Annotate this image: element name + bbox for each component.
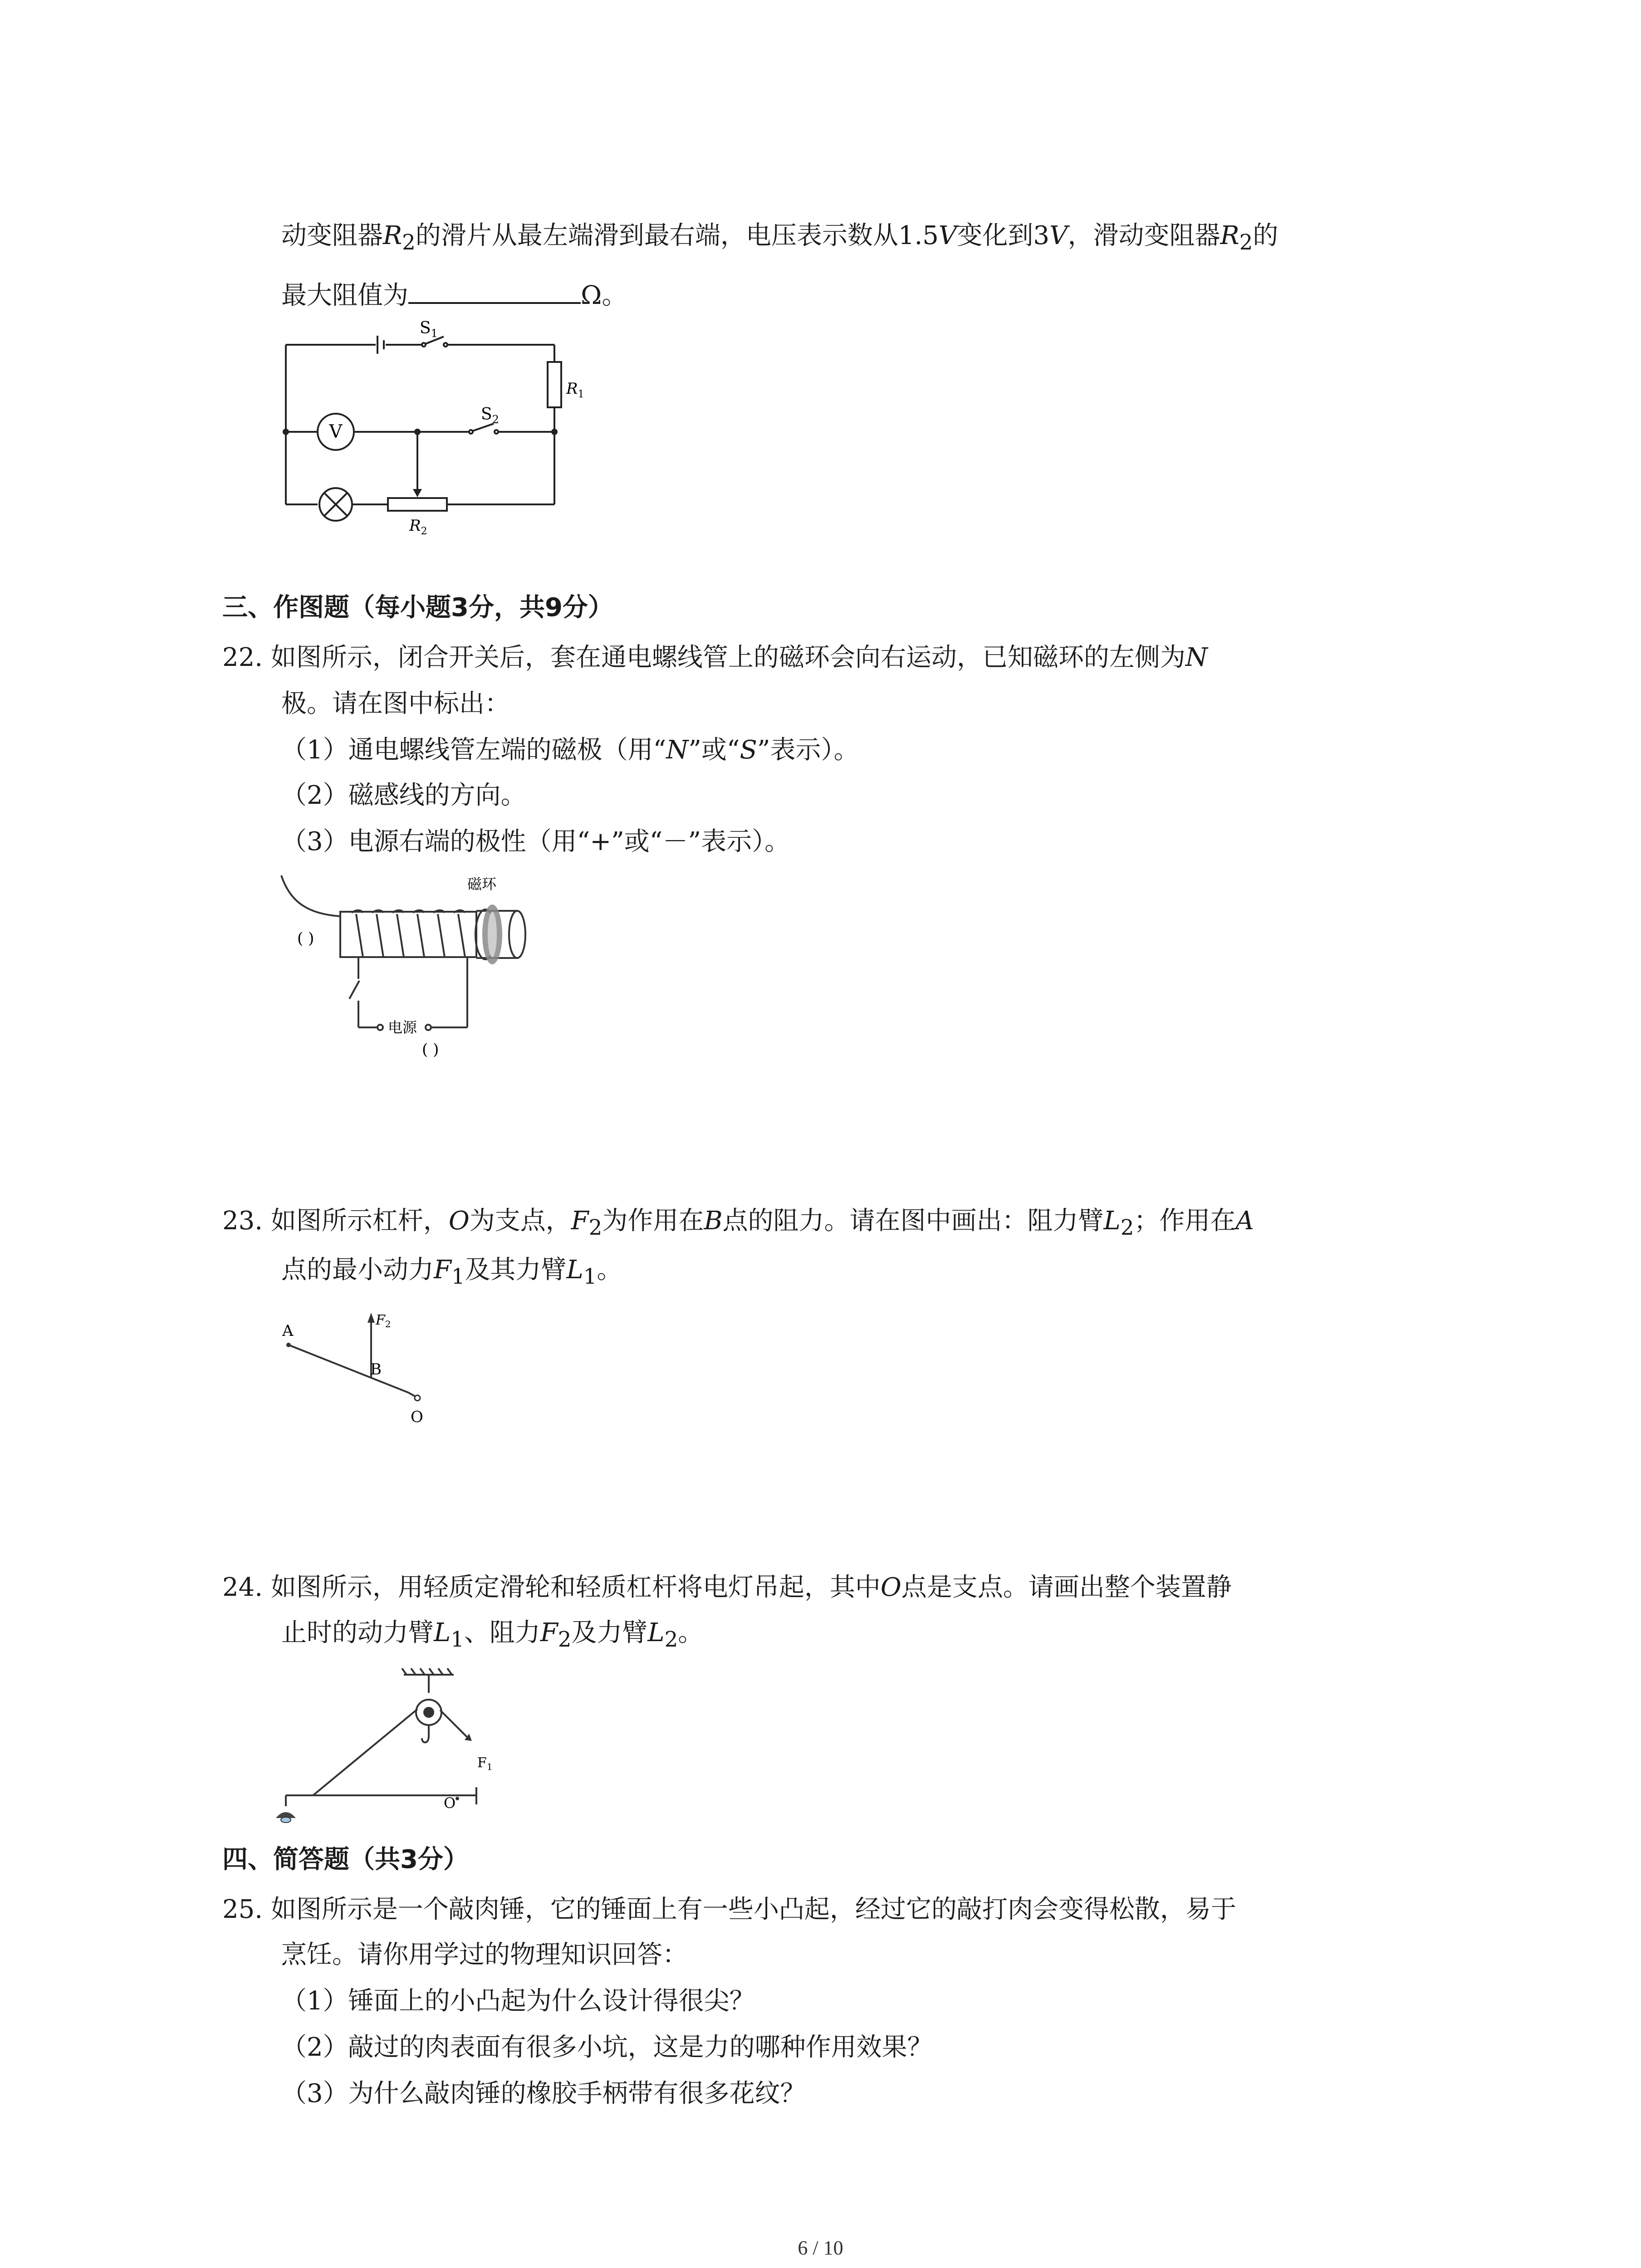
left-paren: ( ) <box>297 929 314 948</box>
section4-title: 四、简答题（共3分） <box>222 1845 469 1874</box>
circuit-diagram <box>272 318 584 537</box>
point-a-label: A <box>282 1322 294 1340</box>
q22-line2: 极。请在图中标出： <box>281 689 510 719</box>
s2-label: $S_2$ <box>481 405 499 426</box>
solenoid-diagram <box>272 871 554 1066</box>
page-number: 6 / 10 <box>798 2237 843 2259</box>
q25-item1: （1）锤面上的小凸起为什么设计得很尖？ <box>281 1986 755 2016</box>
q22-item1: （1）通电螺线管左端的磁极（用“N”或“S”表示）。 <box>281 735 859 765</box>
q25-item2: （2）敲过的肉表面有很多小坑，这是力的哪种作用效果？ <box>281 2033 933 2062</box>
q25-line1: 25. 如图所示是一个敲肉锤，它的锤面上有一些小凸起，经过它的敲打肉会变得松散，易于 <box>222 1895 1236 1924</box>
s1-label: $S_1$ <box>420 319 438 340</box>
power-label: 电源 <box>388 1019 417 1036</box>
section3-title: 三、作图题（每小题3分，共9分） <box>222 593 613 622</box>
point-o-label: O <box>411 1408 423 1426</box>
q22-item2: （2）磁感线的方向。 <box>281 781 526 810</box>
q24-line2: 止时的动力臂$L_1$、阻力$F_2$及力臂$L_2$。 <box>281 1618 704 1652</box>
f1-label: $F_1$ <box>477 1755 493 1772</box>
q25-item3: （3）为什么敲肉锤的橡胶手柄带有很多花纹？ <box>281 2079 806 2108</box>
f2-label: $F_2$ <box>376 1312 391 1330</box>
r2-label: $R_2$ <box>409 517 427 537</box>
ring-label: 磁环 <box>467 875 497 893</box>
bottom-paren: ( ) <box>422 1041 439 1059</box>
r1-label: $R_1$ <box>566 380 584 400</box>
answer-blank[interactable] <box>408 277 581 304</box>
voltmeter-label: V <box>329 421 343 442</box>
q23-line2: 点的最小动力$F_1$及其力臂$L_1$。 <box>281 1255 622 1290</box>
q24-line1: 24. 如图所示，用轻质定滑轮和轻质杠杆将电灯吊起，其中O点是支点。请画出整个装置静 <box>222 1573 1232 1602</box>
q21-line1: 动变阻器$R_2$的滑片从最左端滑到最右端，电压表示数从1.5V变化到3V，滑动变阻器$R_2$的 <box>281 221 1279 255</box>
q25-line2: 烹饪。请你用学过的物理知识回答： <box>281 1940 688 1970</box>
q22-item3: （3）电源右端的极性（用“+”或“－”表示）。 <box>281 827 790 856</box>
q22-line1: 22. 如图所示，闭合开关后，套在通电螺线管上的磁环会向右运动，已知磁环的左侧为N <box>222 643 1208 672</box>
pulley-lever-diagram <box>272 1660 526 1823</box>
q23-line1: 23. 如图所示杠杆，O为支点，$F_2$为作用在B点的阻力。请在图中画出：阻力臂$L_2$；作用在A <box>222 1206 1254 1241</box>
q21-line2: 最大阻值为 Ω。 <box>281 277 627 312</box>
lever-diagram <box>272 1306 436 1442</box>
point-b-label: B <box>370 1360 382 1378</box>
pivot-o-label: O <box>444 1794 456 1812</box>
